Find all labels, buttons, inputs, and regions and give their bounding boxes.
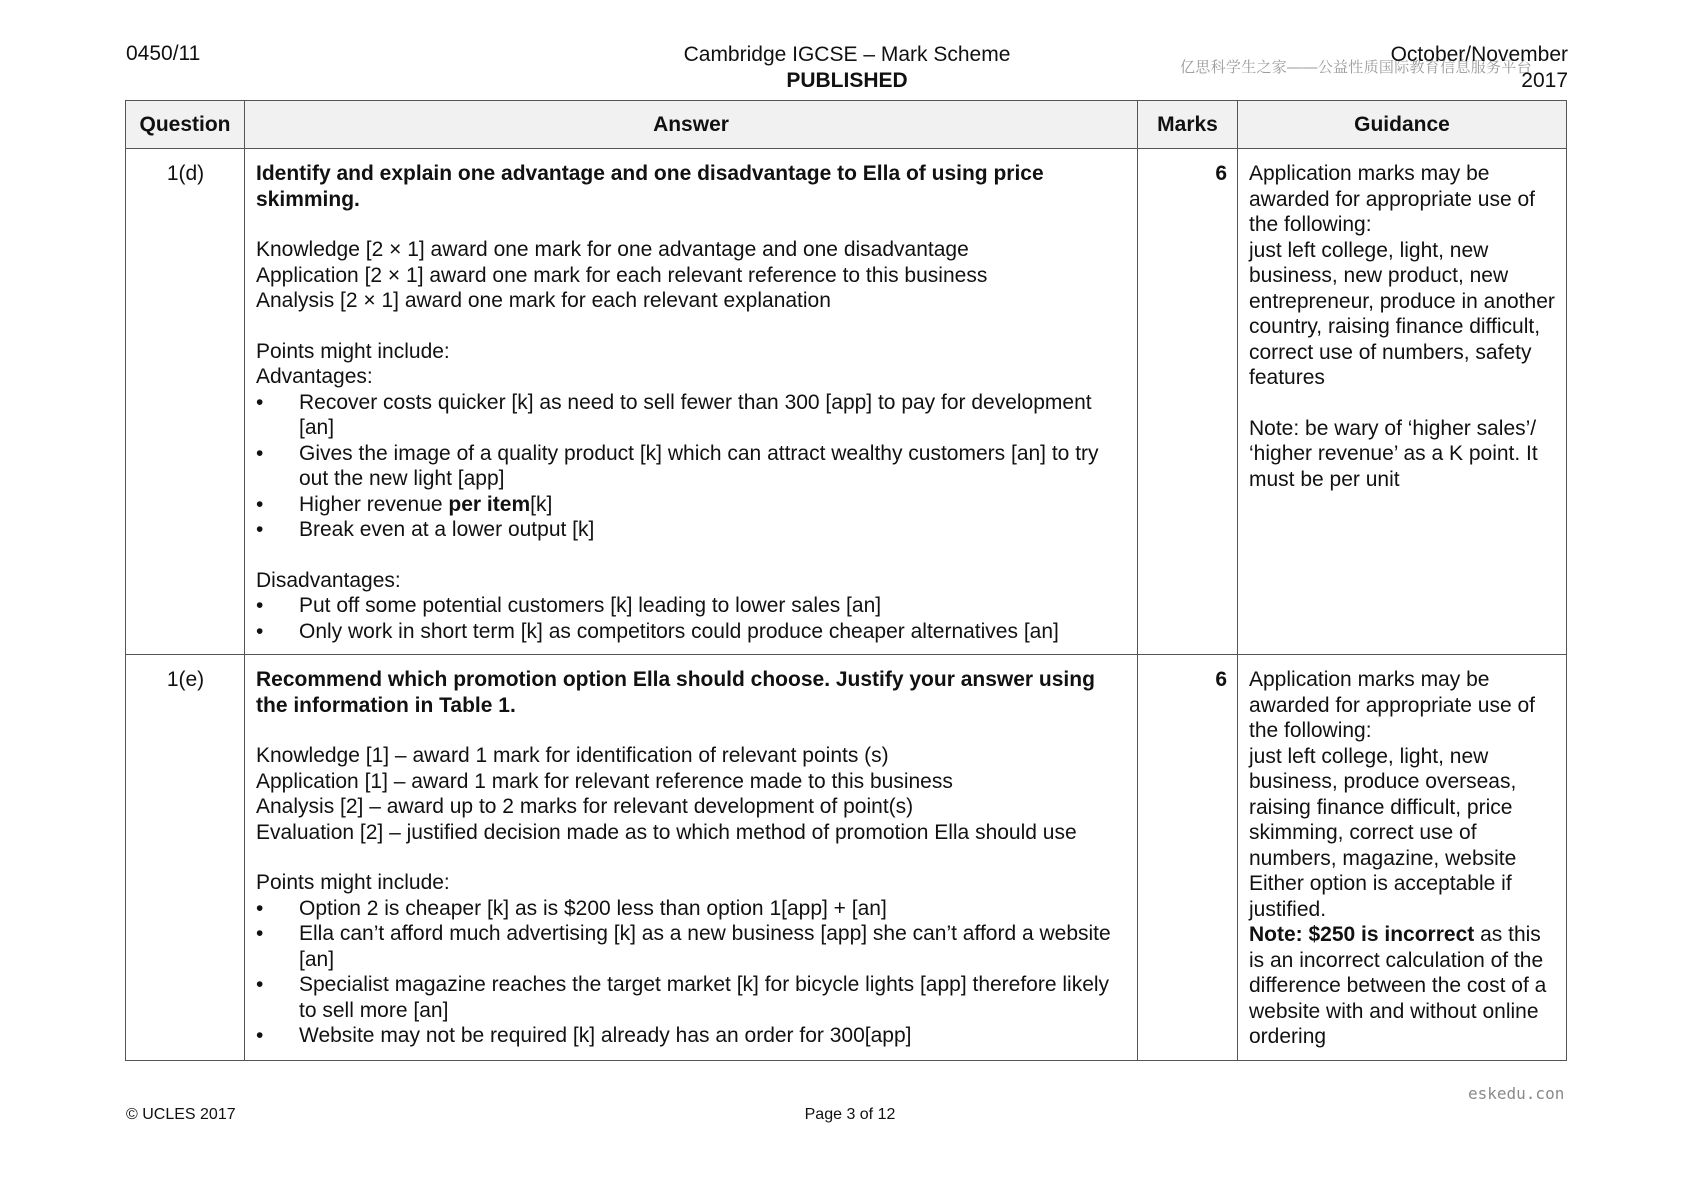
guidance-cell	[1238, 149, 1567, 655]
list-item: • Put off some potential customers [k] leading to lower sales [an]	[256, 593, 1127, 619]
paper-code: 0450/11	[126, 42, 201, 65]
points-list	[256, 896, 1127, 1049]
column-header-guidance: Guidance	[1238, 101, 1567, 149]
answer-cell	[245, 149, 1138, 655]
guidance-note: Note: be wary of ‘higher sales’/ ‘higher revenue’ as a K point. It must be per unit	[1249, 416, 1538, 491]
guidance-text: Application marks may be awarded for appropriate use of the following:	[1249, 668, 1536, 742]
criteria-line: Application [1] – award 1 mark for relevant reference made to this business	[256, 769, 953, 793]
criteria-line: Application [2 × 1] award one mark for each relevant reference to this business	[256, 263, 988, 287]
criteria-line: Analysis [2] – award up to 2 marks for relevant development of point(s)	[256, 795, 914, 818]
published-label: PUBLISHED	[786, 69, 908, 92]
page-number: Page 3 of 12	[804, 1106, 896, 1123]
list-item: • Break even at a lower output [k]	[256, 517, 1127, 543]
marks-value: 6	[1138, 149, 1238, 655]
guidance-cell	[1238, 655, 1567, 1061]
emphasis-text: Note: $250 is incorrect	[1249, 923, 1475, 946]
marks-value: 6	[1138, 655, 1238, 1061]
points-intro: Points might include:	[256, 339, 450, 363]
criteria-line: Analysis [2 × 1] award one mark for each relevant explanation	[256, 289, 831, 312]
watermark-text: 亿思科学生之家——公益性质国际教育信息服务平台	[1180, 59, 1532, 76]
guidance-note	[1249, 922, 1556, 1050]
table-header-row	[126, 101, 1567, 149]
table-row	[126, 149, 1567, 655]
list-item: • Ella can’t afford much advertising [k] as a new business [app] she can’t afford a website [an]	[256, 921, 1127, 972]
criteria-line: Knowledge [1] – award 1 mark for identification of relevant points (s)	[256, 744, 889, 767]
disadvantages-list	[256, 593, 1127, 644]
answer-cell	[245, 655, 1138, 1061]
disadvantages-label: Disadvantages:	[256, 568, 401, 592]
document-title-block	[600, 42, 1094, 94]
list-item	[256, 492, 1127, 518]
copyright: © UCLES 2017	[126, 1106, 236, 1123]
criteria-line: Knowledge [2 × 1] award one mark for one advantage and one disadvantage	[256, 238, 969, 261]
points-intro: Points might include:	[256, 871, 450, 894]
list-item: • Gives the image of a quality product [k] which can attract wealthy customers [an] to try out the new light [app]	[256, 441, 1127, 492]
document-title: Cambridge IGCSE – Mark Scheme	[683, 43, 1011, 66]
column-header-marks: Marks	[1138, 101, 1238, 149]
session-year: 2017	[1521, 69, 1568, 92]
session-label: October/November	[1390, 43, 1568, 66]
question-prompt: Identify and explain one advantage and one disadvantage to Ella of using price skimming.	[256, 162, 1044, 211]
list-item-text: Higher revenue	[299, 492, 449, 516]
advantages-label: Advantages:	[256, 365, 373, 388]
emphasis-text: per item	[448, 492, 531, 516]
mark-scheme-table	[125, 100, 1567, 1061]
criteria-line: Evaluation [2] – justified decision made as to which method of promotion Ella should use	[256, 820, 1077, 844]
list-item: • Specialist magazine reaches the target market [k] for bicycle lights [app] therefore likely to sell more [an]	[256, 972, 1127, 1023]
list-item-text: [k]	[530, 492, 553, 516]
question-number: 1(d)	[126, 149, 245, 655]
site-watermark: eskedu.con	[1468, 1084, 1565, 1103]
question-prompt: Recommend which promotion option Ella should choose. Justify your answer using the information in Table 1.	[256, 668, 1095, 717]
guidance-text: Application marks may be awarded for appropriate use of the following:	[1249, 162, 1536, 236]
guidance-text: Either option is acceptable if justified.	[1249, 872, 1512, 921]
guidance-text: just left college, light, new business, new product, new entrepreneur, produce in another country, raising finance difficult, correct use of numbers, safety features	[1249, 238, 1555, 389]
list-item: • Recover costs quicker [k] as need to sell fewer than 300 [app] to pay for development [an]	[256, 390, 1127, 441]
column-header-answer: Answer	[245, 101, 1138, 149]
guidance-note-text: as this is an incorrect calculation of the difference between the cost of a website with and without online ordering	[1249, 923, 1547, 1048]
list-item: • Website may not be required [k] already has an order for 300[app]	[256, 1023, 1127, 1049]
guidance-text: just left college, light, new business, produce overseas, raising finance difficult, price skimming, correct use of numbers, magazine, website	[1249, 744, 1517, 870]
list-item: • Option 2 is cheaper [k] as is $200 less than option 1[app] + [an]	[256, 896, 1127, 922]
column-header-question: Question	[126, 101, 245, 149]
advantages-list	[256, 390, 1127, 543]
question-number: 1(e)	[126, 655, 245, 1061]
session-block	[1391, 42, 1568, 94]
list-item: • Only work in short term [k] as competitors could produce cheaper alternatives [an]	[256, 619, 1127, 645]
table-row	[126, 655, 1567, 1061]
